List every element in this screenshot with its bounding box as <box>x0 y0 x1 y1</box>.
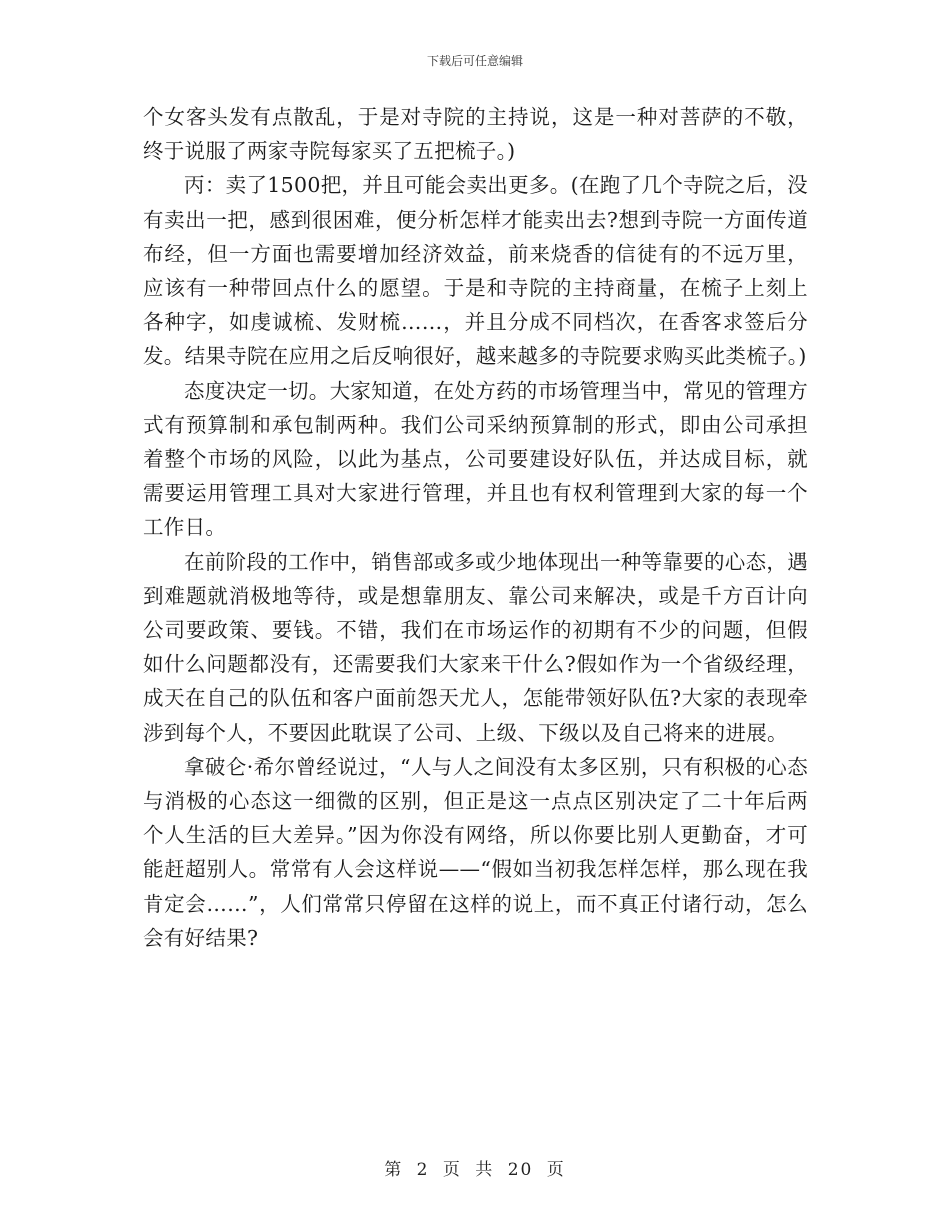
page-footer: 第 2 页 共 20 页 <box>384 1160 566 1180</box>
document-body <box>143 100 808 955</box>
paragraph-1: 个女客头发有点散乱，于是对寺院的主持说，这是一种对菩萨的不敬，终于说服了两家寺院每家买了五把梳子。) <box>143 105 808 164</box>
paragraph-2: 丙：卖了1500把，并且可能会卖出更多。(在跑了几个寺院之后，没有卖出一把，感到很困难，便分析怎样才能卖出去?想到寺院一方面传道布经，但一方面也需要增加经济效益，前来烧香的信徒有的不远万里，应该有一种带回点什么的愿望。于是和寺院的主持商量，在梳子上刻上各种字，如虔诚梳、发财梳……，并且分成不同档次，在香客求签后分发。结果寺院在应用之后反响很好，越来越多的寺院要求购买此类梳子。) <box>143 173 808 369</box>
paragraph-4: 在前阶段的工作中，销售部或多或少地体现出一种等靠要的心态，遇到难题就消极地等待，或是想靠朋友、靠公司来解决，或是千方百计向公司要政策、要钱。不错，我们在市场运作的初期有不少的问题，但假如什么问题都没有，还需要我们大家来干什么?假如作为一个省级经理，成天在自己的队伍和客户面前怨天尤人，怎能带领好队伍?大家的表现牵涉到每个人，不要因此耽误了公司、上级、下级以及自己将来的进展。 <box>143 549 808 745</box>
page-header: 下载后可任意编辑 <box>426 54 523 68</box>
paragraph-3: 态度决定一切。大家知道，在处方药的市场管理当中，常见的管理方式有预算制和承包制两种。我们公司采纳预算制的形式，即由公司承担着整个市场的风险，以此为基点，公司要建设好队伍，并达成目标，就需要运用管理工具对大家进行管理，并且也有权利管理到大家的每一个工作日。 <box>143 378 808 540</box>
paragraph-5: 拿破仑·希尔曾经说过，“人与人之间没有太多区别，只有积极的心态与消极的心态这一细微的区别，但正是这一点点区别决定了二十年后两个人生活的巨大差异。”因为你没有网络，所以你要比别人更勤奋，才可能赶超别人。常常有人会这样说——“假如当初我怎样怎样，那么现在我肯定会……”，人们常常只停留在这样的说上，而不真正付诸行动，怎么会有好结果? <box>143 754 808 950</box>
